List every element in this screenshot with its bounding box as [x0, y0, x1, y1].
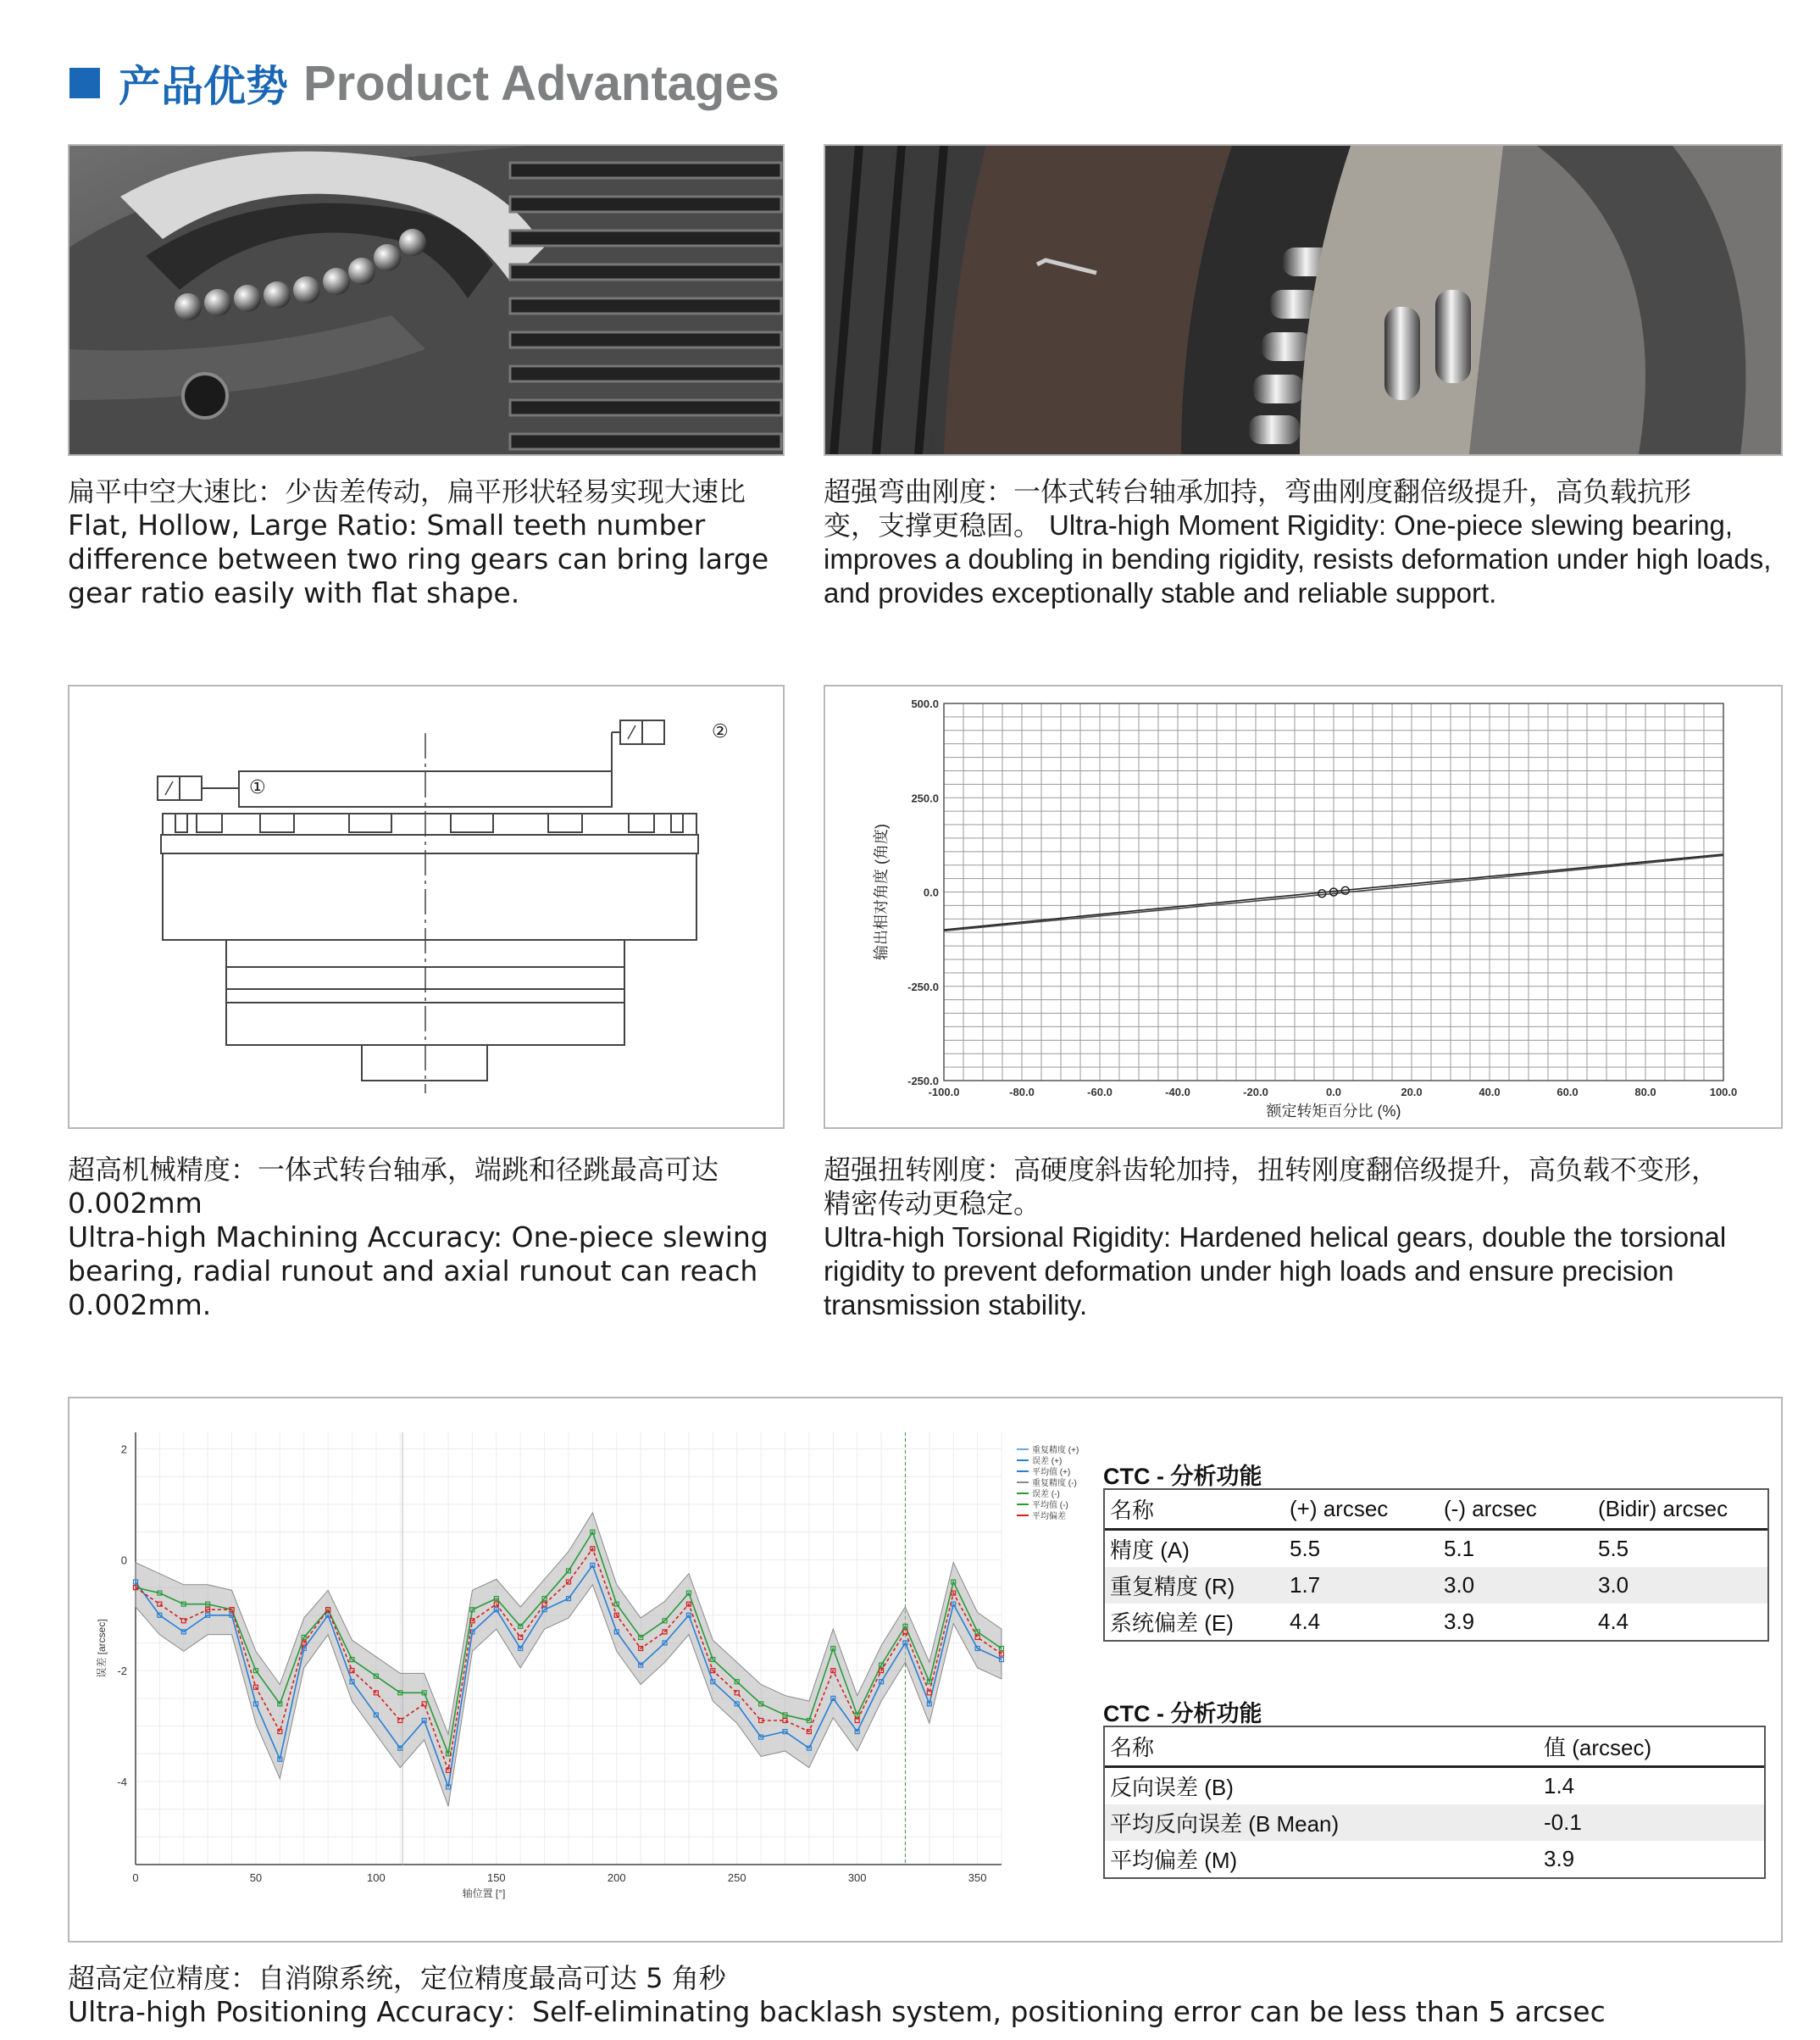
- legend-entry: 重复精度 (-): [1032, 1479, 1077, 1488]
- x-tick-label: 250: [727, 1871, 746, 1884]
- machining-accuracy-caption: [68, 1153, 788, 1322]
- bearing-render-2: [825, 146, 1781, 454]
- ctc-table-2: [1103, 1726, 1766, 1879]
- caption-en-line: rigidity to prevent deformation under high loads and ensure precision: [824, 1255, 1674, 1287]
- legend-entry: 误差 (-): [1032, 1490, 1060, 1499]
- x-tick-label: -40.0: [1165, 1086, 1190, 1098]
- y-tick-label: 250.0: [911, 792, 939, 805]
- table-row: [1105, 1604, 1767, 1640]
- caption-cn: 精密传动更稳定。: [824, 1187, 1041, 1220]
- caption-en-line: difference between two ring gears can bring large: [68, 542, 769, 575]
- ctc-table-2-title: CTC - 分析功能: [1103, 1701, 1262, 1726]
- table-cell: 平均反向误差 (B Mean): [1105, 1804, 1539, 1841]
- table-cell: 重复精度 (R): [1105, 1567, 1285, 1604]
- table-cell: 平均偏差 (M): [1110, 1848, 1238, 1873]
- caption-cn: 扁平中空大速比：少齿差传动，扁平形状轻易实现大速比: [68, 475, 746, 508]
- x-axis-label: 轴位置 [°]: [462, 1887, 506, 1899]
- caption-en-line: transmission stability.: [824, 1289, 1088, 1320]
- x-tick-label: 350: [968, 1871, 987, 1884]
- x-tick-label: 100.0: [1709, 1086, 1738, 1098]
- caption-en-line: Ultra-high Machining Accuracy: One-piece slewing: [68, 1220, 769, 1253]
- table-header: 值 (arcsec): [1539, 1727, 1764, 1767]
- positioning-chart: [86, 1415, 1112, 1924]
- positioning-accuracy-caption: [68, 1961, 1762, 2029]
- table-header: (Bidir) arcsec: [1593, 1490, 1767, 1530]
- x-tick-label: 60.0: [1556, 1086, 1579, 1098]
- x-tick-label: -100.0: [928, 1086, 960, 1098]
- table-row: [1105, 1841, 1764, 1877]
- table-cell: 3.0: [1439, 1567, 1593, 1604]
- x-tick-label: 0.0: [1325, 1086, 1342, 1098]
- x-tick-label: 200: [607, 1871, 626, 1884]
- flat-hollow-image: [68, 144, 785, 456]
- table-row: [1105, 1767, 1764, 1805]
- table-cell: 3.9: [1444, 1609, 1475, 1634]
- caption-cn: 超高机械精度：一体式转台轴承，端跳和径跳最高可达: [68, 1153, 719, 1186]
- x-tick-label: -80.0: [1009, 1086, 1035, 1098]
- caption-en-line: Ultra-high Moment Rigidity: One-piece slewing bearing,: [1049, 509, 1734, 541]
- x-tick-label: 100: [367, 1871, 386, 1884]
- y-tick-label: 500.0: [911, 698, 939, 710]
- x-tick-label: 20.0: [1401, 1086, 1423, 1098]
- caption-en-line: Ultra-high Torsional Rigidity: Hardened helical gears, double the torsional: [824, 1221, 1727, 1253]
- legend-entry: 误差 (+): [1032, 1457, 1063, 1466]
- x-tick-label: -20.0: [1243, 1086, 1268, 1098]
- y-tick-label: -2: [117, 1665, 127, 1678]
- y-tick-label: -4: [117, 1775, 127, 1788]
- legend-entry: 平均值 (-): [1032, 1501, 1068, 1510]
- bearing-render-1: [69, 146, 783, 454]
- moment-rigidity-image: [824, 144, 1783, 456]
- ctc-table-1-title: CTC - 分析功能: [1103, 1464, 1262, 1489]
- table-cell: 1.4: [1544, 1773, 1575, 1798]
- caption-en-line: bearing, radial runout and axial runout can reach: [68, 1254, 758, 1287]
- y-tick-label: 0.0: [923, 886, 939, 899]
- ctc-table-1: [1103, 1488, 1769, 1642]
- caption-cn: 0.002mm: [68, 1187, 203, 1220]
- table-header: 名称: [1105, 1490, 1285, 1530]
- table-cell: 5.1: [1444, 1536, 1475, 1561]
- table-cell: 3.9: [1544, 1846, 1575, 1871]
- x-tick-label: 300: [847, 1871, 867, 1884]
- moment-rigidity-caption: [824, 475, 1789, 610]
- y-tick-label: -250.0: [907, 1075, 939, 1087]
- caption-cn: 变，支撑更稳固。: [824, 509, 1041, 542]
- table-cell: 4.4: [1598, 1609, 1629, 1634]
- y-tick-label: 0: [120, 1554, 127, 1567]
- table-cell: -0.1: [1539, 1804, 1764, 1841]
- caption-cn: 超高定位精度：自消隙系统，定位精度最高可达 5 角秒: [68, 1962, 726, 1994]
- table-cell: 5.5: [1290, 1536, 1321, 1561]
- x-tick-label: 50: [249, 1871, 263, 1884]
- table-header: (+) arcsec: [1285, 1490, 1439, 1530]
- table-cell: 5.5: [1598, 1536, 1629, 1561]
- y-axis-label: 输出相对角度 (角度): [873, 824, 890, 960]
- table-cell: 1.7: [1285, 1567, 1439, 1604]
- section-title: [69, 53, 780, 114]
- legend-entry: 重复精度 (+): [1032, 1446, 1079, 1455]
- table-row: [1105, 1567, 1767, 1604]
- data-point: [1318, 890, 1326, 898]
- y-axis-label: 误差 [arcsec]: [96, 1619, 108, 1678]
- table-cell: 3.0: [1593, 1567, 1767, 1604]
- caption-en-line: 0.002mm.: [68, 1288, 212, 1321]
- title-square-icon: [69, 68, 100, 98]
- table-header: (-) arcsec: [1439, 1490, 1593, 1530]
- drawing-label-1: ①: [249, 777, 266, 798]
- x-tick-label: 80.0: [1634, 1086, 1656, 1098]
- table-row: [1105, 1530, 1767, 1568]
- title-en: Product Advantages: [303, 55, 780, 111]
- x-tick-label: -60.0: [1087, 1086, 1113, 1098]
- y-tick-label: -250.0: [907, 980, 939, 993]
- caption-en-line: Flat, Hollow, Large Ratio: Small teeth number: [68, 509, 706, 542]
- x-tick-label: 150: [486, 1871, 506, 1884]
- torsional-rigidity-caption: [824, 1153, 1789, 1322]
- legend-entry: 平均偏差: [1032, 1512, 1066, 1521]
- table-cell: 4.4: [1290, 1609, 1321, 1634]
- caption-en-line: improves a doubling in bending rigidity, resists deformation under high loads,: [824, 543, 1772, 575]
- caption-cn: 超强扭转刚度：高硬度斜齿轮加持，扭转刚度翻倍级提升，高负载不变形，: [824, 1153, 1719, 1186]
- table-header: 名称: [1105, 1727, 1539, 1767]
- legend-entry: 平均值 (+): [1032, 1468, 1071, 1477]
- torsional-chart: [825, 686, 1781, 1127]
- torsional-rigidity-chart-panel: [824, 685, 1783, 1129]
- table-row: [1105, 1804, 1764, 1841]
- flat-hollow-caption: [68, 475, 788, 610]
- caption-en-line: and provides exceptionally stable and reliable support.: [824, 577, 1497, 609]
- caption-en-line: Ultra-high Positioning Accuracy：Self-eliminating backlash system, positioning error can be less than 5 arcsec: [68, 1995, 1606, 2028]
- drawing-label-2: ②: [712, 721, 729, 742]
- caption-cn: 超强弯曲刚度：一体式转台轴承加持，弯曲刚度翻倍级提升，高负载抗形: [824, 475, 1692, 508]
- caption-en-line: gear ratio easily with flat shape.: [68, 576, 520, 609]
- table-cell: 系统偏差 (E): [1110, 1610, 1234, 1636]
- table-cell: 反向误差 (B): [1110, 1775, 1234, 1800]
- title-cn: 产品优势: [119, 62, 288, 111]
- y-tick-label: 2: [120, 1442, 127, 1456]
- table-cell: 精度 (A): [1110, 1537, 1190, 1563]
- x-axis-label: 额定转矩百分比 (%): [1266, 1103, 1401, 1120]
- x-tick-label: 40.0: [1479, 1086, 1501, 1098]
- positioning-accuracy-panel: [68, 1397, 1783, 1943]
- x-tick-label: 0: [132, 1871, 139, 1884]
- machining-accuracy-drawing: [68, 685, 785, 1129]
- technical-drawing: [69, 686, 783, 1127]
